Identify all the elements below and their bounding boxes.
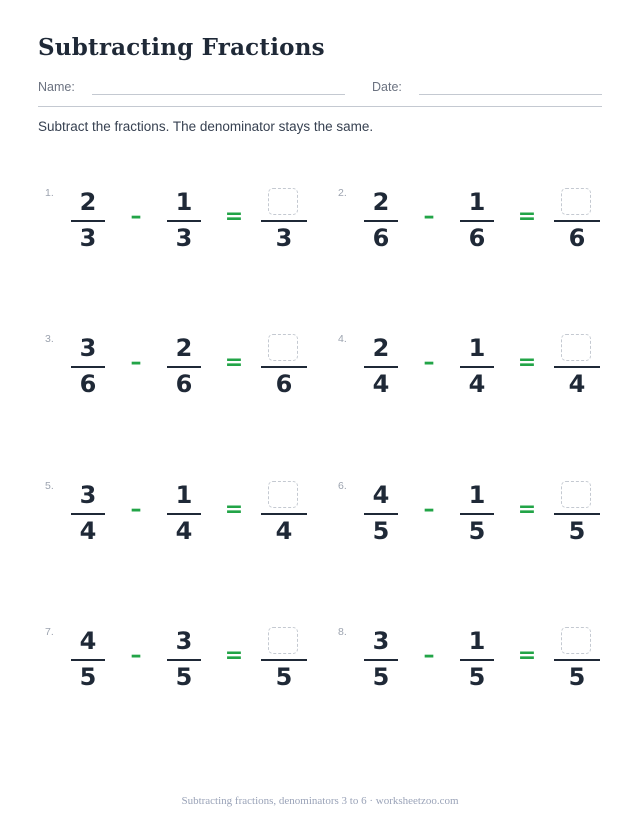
name-label: Name:: [38, 80, 75, 94]
denominator: 5: [372, 517, 390, 545]
minus-sign: –: [130, 643, 142, 668]
equals-sign: =: [224, 643, 244, 668]
equals-sign: =: [224, 204, 244, 229]
fraction-bar: [554, 513, 600, 515]
fraction-bar: [261, 366, 307, 368]
denominator: 5: [468, 663, 486, 691]
problem-1: [45, 187, 325, 277]
fraction-bar: [364, 659, 398, 661]
fraction-bar: [261, 659, 307, 661]
fraction: [364, 333, 398, 405]
fraction-bar: [71, 659, 105, 661]
fraction-bar: [167, 366, 201, 368]
denominator: 5: [372, 663, 390, 691]
fraction: [460, 187, 494, 259]
numerator: 2: [372, 334, 390, 362]
problem-number: 3.: [45, 333, 54, 345]
fraction-bar: [364, 513, 398, 515]
fraction: [167, 626, 201, 698]
fraction-bar: [71, 513, 105, 515]
problem-number: 6.: [338, 480, 347, 492]
fraction-bar: [261, 513, 307, 515]
numerator: 3: [79, 481, 97, 509]
fraction-bar: [71, 366, 105, 368]
problem-number: 8.: [338, 626, 347, 638]
numerator: 2: [79, 188, 97, 216]
denominator: 3: [275, 224, 293, 252]
fraction-bar: [554, 659, 600, 661]
answer-fraction: [554, 333, 600, 405]
fraction: [167, 187, 201, 259]
answer-fraction: [554, 626, 600, 698]
minus-sign: –: [423, 497, 435, 522]
minus-sign: –: [130, 350, 142, 375]
equals-sign: =: [517, 497, 537, 522]
answer-fraction: [554, 187, 600, 259]
answer-box[interactable]: [268, 627, 298, 654]
denominator: 5: [175, 663, 193, 691]
answer-box[interactable]: [561, 481, 591, 508]
answer-box[interactable]: [268, 334, 298, 361]
fraction-bar: [460, 513, 494, 515]
fraction-bar: [554, 220, 600, 222]
denominator: 6: [175, 370, 193, 398]
equals-sign: =: [517, 643, 537, 668]
fraction-bar: [364, 220, 398, 222]
problem-3: [45, 333, 325, 423]
numerator: 1: [468, 188, 486, 216]
problem-4: [338, 333, 618, 423]
fraction-bar: [460, 366, 494, 368]
numerator: 4: [372, 481, 390, 509]
numerator: 1: [175, 188, 193, 216]
numerator: 2: [175, 334, 193, 362]
denominator: 6: [568, 224, 586, 252]
numerator: 2: [372, 188, 390, 216]
answer-fraction: [261, 187, 307, 259]
numerator: 1: [468, 627, 486, 655]
numerator: 3: [79, 334, 97, 362]
equals-sign: =: [517, 350, 537, 375]
minus-sign: –: [130, 497, 142, 522]
denominator: 4: [275, 517, 293, 545]
worksheet-title: Subtracting Fractions: [38, 34, 325, 61]
fraction: [460, 333, 494, 405]
fraction-bar: [167, 513, 201, 515]
numerator: 4: [79, 627, 97, 655]
fraction: [167, 333, 201, 405]
denominator: 5: [568, 663, 586, 691]
denominator: 6: [468, 224, 486, 252]
numerator: 1: [468, 481, 486, 509]
answer-fraction: [261, 626, 307, 698]
denominator: 6: [79, 370, 97, 398]
minus-sign: –: [423, 350, 435, 375]
numerator: 3: [372, 627, 390, 655]
denominator: 4: [175, 517, 193, 545]
denominator: 4: [568, 370, 586, 398]
problem-number: 5.: [45, 480, 54, 492]
equals-sign: =: [224, 497, 244, 522]
denominator: 3: [79, 224, 97, 252]
numerator: 1: [468, 334, 486, 362]
answer-box[interactable]: [561, 627, 591, 654]
numerator: 1: [175, 481, 193, 509]
problem-number: 4.: [338, 333, 347, 345]
denominator: 5: [79, 663, 97, 691]
minus-sign: –: [423, 643, 435, 668]
date-label: Date:: [372, 80, 402, 94]
answer-box[interactable]: [268, 188, 298, 215]
fraction-bar: [364, 366, 398, 368]
equals-sign: =: [224, 350, 244, 375]
minus-sign: –: [423, 204, 435, 229]
answer-fraction: [261, 333, 307, 405]
answer-fraction: [261, 480, 307, 552]
denominator: 6: [275, 370, 293, 398]
problem-7: [45, 626, 325, 716]
fraction: [460, 626, 494, 698]
fraction: [71, 187, 105, 259]
answer-fraction: [554, 480, 600, 552]
fraction: [364, 480, 398, 552]
numerator: 3: [175, 627, 193, 655]
equals-sign: =: [517, 204, 537, 229]
instructions-text: Subtract the fractions. The denominator stays the same.: [38, 119, 374, 134]
fraction-bar: [460, 220, 494, 222]
problem-number: 1.: [45, 187, 54, 199]
fraction-bar: [554, 366, 600, 368]
denominator: 4: [468, 370, 486, 398]
answer-box[interactable]: [268, 481, 298, 508]
problem-number: 2.: [338, 187, 347, 199]
footer-text: Subtracting fractions, denominators 3 to 6 · worksheetzoo.com: [181, 795, 459, 807]
fraction: [364, 626, 398, 698]
denominator: 5: [468, 517, 486, 545]
fraction-bar: [167, 220, 201, 222]
fraction: [71, 480, 105, 552]
fraction: [460, 480, 494, 552]
problem-5: [45, 480, 325, 570]
denominator: 5: [275, 663, 293, 691]
fraction-bar: [167, 659, 201, 661]
fraction: [71, 333, 105, 405]
denominator: 6: [372, 224, 390, 252]
fraction: [364, 187, 398, 259]
fraction: [167, 480, 201, 552]
problem-6: [338, 480, 618, 570]
fraction-bar: [71, 220, 105, 222]
answer-box[interactable]: [561, 188, 591, 215]
problem-number: 7.: [45, 626, 54, 638]
problem-2: [338, 187, 618, 277]
minus-sign: –: [130, 204, 142, 229]
denominator: 5: [568, 517, 586, 545]
fraction-bar: [460, 659, 494, 661]
denominator: 3: [175, 224, 193, 252]
answer-box[interactable]: [561, 334, 591, 361]
denominator: 4: [372, 370, 390, 398]
fraction: [71, 626, 105, 698]
denominator: 4: [79, 517, 97, 545]
fraction-bar: [261, 220, 307, 222]
problem-8: [338, 626, 618, 716]
